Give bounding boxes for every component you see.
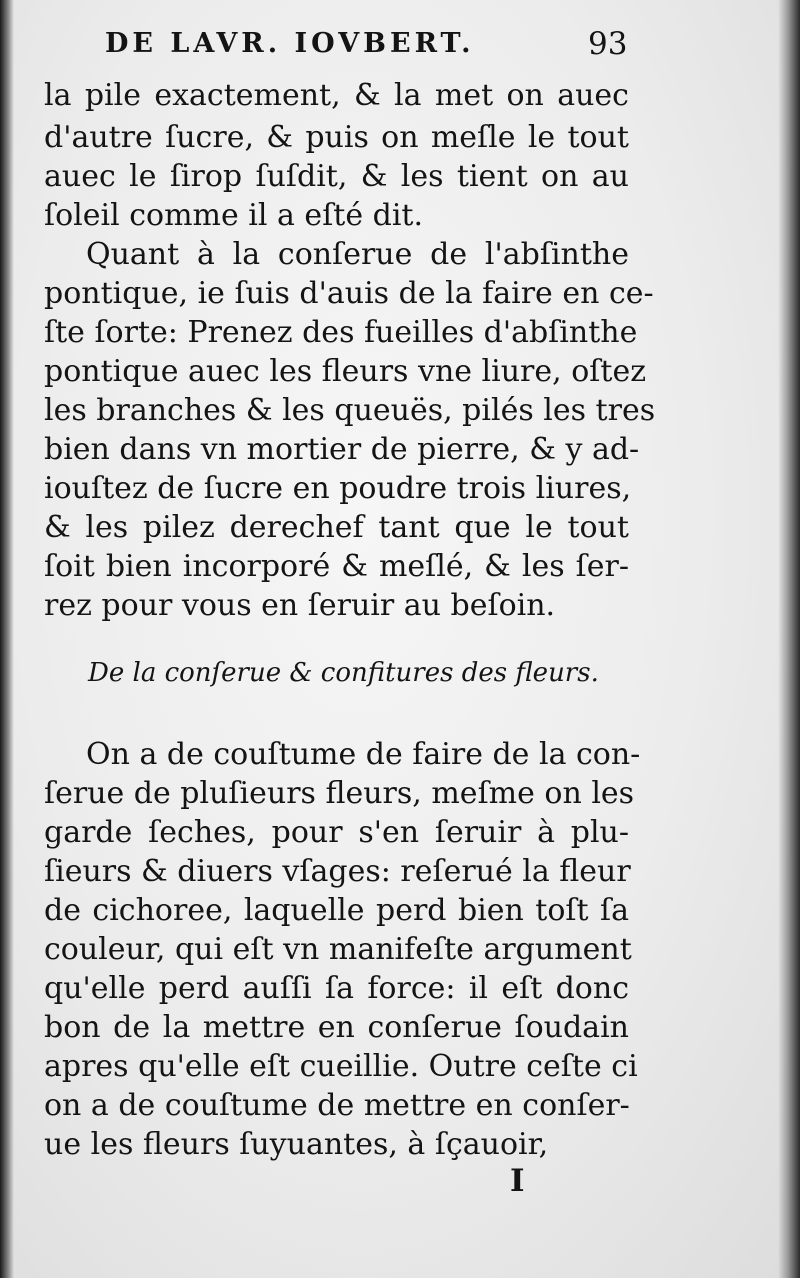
text-line: ſieurs & diuers vſages: reſerué la fleur xyxy=(44,854,631,889)
text-line: & les pilez derechef tant que le tout xyxy=(44,510,629,545)
section-heading: De la conſerue & confitures des fleurs. xyxy=(88,658,599,688)
text-line: d'autre ſucre, & puis on meſle le tout xyxy=(44,120,629,155)
text-line: ſoleil comme il a eſté dit. xyxy=(44,198,424,233)
text-line: la pile exactement, & la met on auec xyxy=(44,78,629,113)
text-line: qu'elle perd auſſi ſa force: il eſt donc xyxy=(44,971,629,1006)
page-number: 93 xyxy=(588,26,628,62)
running-title: DE LAVR. IOVBERT. xyxy=(105,28,475,59)
signature-mark: I xyxy=(510,1163,525,1199)
text-line: Quant à la conſerue de l'abſinthe xyxy=(86,237,629,272)
text-line: de cichoree, laquelle perd bien toſt ſa xyxy=(44,893,629,928)
text-line: rez pour vous en ſeruir au beſoin. xyxy=(44,588,556,623)
text-line: pontique, ie ſuis d'auis de la faire en ce- xyxy=(44,276,654,311)
text-line: iouſtez de ſucre en poudre trois liures, xyxy=(44,471,632,506)
text-line: bien dans vn mortier de pierre, & y ad- xyxy=(44,432,640,467)
text-line: ſte ſorte: Prenez des fueilles d'abſinthe xyxy=(44,315,638,350)
text-line: ſoit bien incorporé & meſlé, & les ſer- xyxy=(44,549,629,584)
text-line: les branches & les queuës, pilés les tres xyxy=(44,393,656,428)
text-line: On a de couſtume de faire de la con- xyxy=(86,737,641,772)
text-line: pontique auec les fleurs vne liure, oſtez xyxy=(44,354,647,389)
text-line: garde ſeches, pour s'en ſeruir à plu- xyxy=(44,815,629,850)
text-line: on a de couſtume de mettre en conſer- xyxy=(44,1088,630,1123)
text-line: couleur, qui eſt vn manifeſte argument xyxy=(44,932,632,967)
text-line: bon de la mettre en conſerue ſoudain xyxy=(44,1010,629,1045)
text-line: apres qu'elle eſt cueillie. Outre ceſte ci xyxy=(44,1049,638,1084)
text-line: auec le ſirop ſuſdit, & les tient on au xyxy=(44,159,629,194)
text-line: ue les fleurs ſuyuantes, à ſçauoir, xyxy=(44,1127,549,1162)
text-line: ſerue de pluſieurs fleurs, meſme on les xyxy=(44,776,635,811)
